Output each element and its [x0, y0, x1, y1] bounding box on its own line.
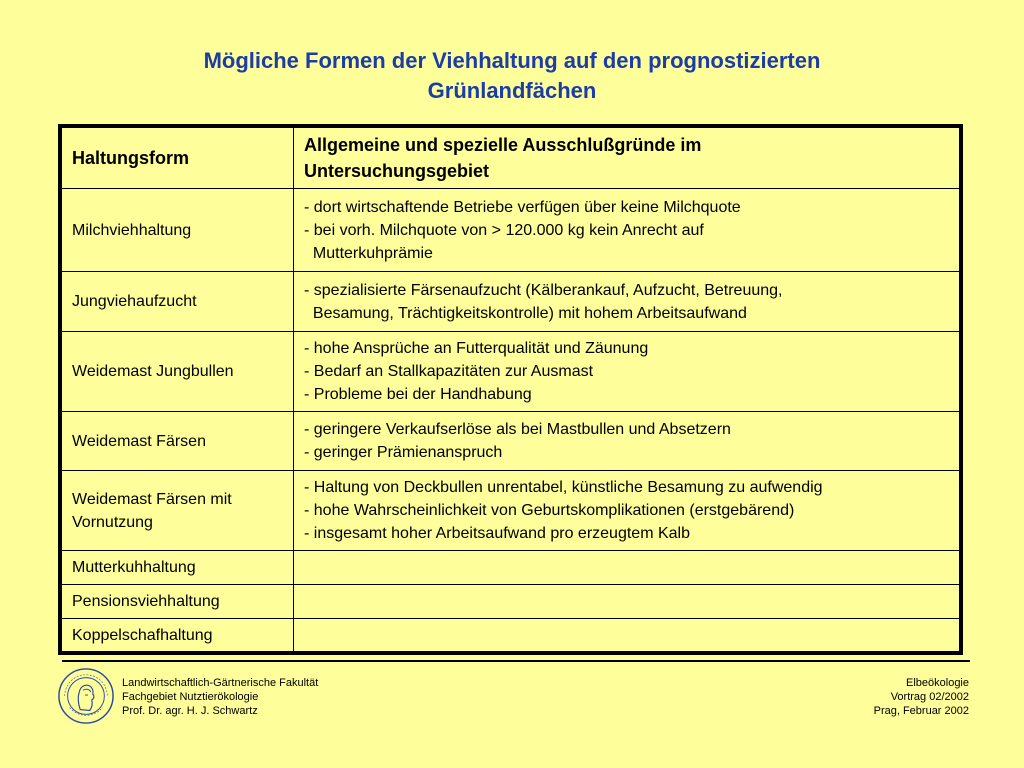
row-form: Weidemast Färsen [62, 412, 294, 471]
livestock-table [58, 124, 963, 655]
row-form: Jungviehaufzucht [62, 272, 294, 332]
footer-event [874, 676, 969, 718]
row-form: Weidemast Jungbullen [62, 332, 294, 412]
row-reasons: - spezialisierte Färsenaufzucht (Kälberankauf, Aufzucht, Betreuung, Besamung, Trächtigkeitskontrolle) mit hohem Arbeitsaufwand [294, 272, 960, 332]
footer-faculty: Landwirtschaftlich-Gärtnerische Fakultät [122, 677, 319, 689]
footer-divider [62, 660, 970, 662]
row-form: Weidemast Färsen mit Vornutzung [62, 471, 294, 551]
row-form: Pensionsviehhaltung [62, 585, 294, 619]
row-reasons [294, 551, 960, 585]
row-reasons: - dort wirtschaftende Betriebe verfügen über keine Milchquote - bei vorh. Milchquote von > 120.000 kg kein Anrecht auf Mutterkuhprämie [294, 189, 960, 272]
table-row [62, 471, 960, 551]
footer-topic: Elbeökologie [906, 677, 969, 689]
table-row [62, 585, 960, 619]
row-reasons: - geringere Verkaufserlöse als bei Mastbullen und Absetzern - geringer Prämienanspruch [294, 412, 960, 471]
footer-professor: Prof. Dr. agr. H. J. Schwartz [122, 705, 258, 717]
row-form: Koppelschafhaltung [62, 619, 294, 652]
row-form: Milchviehhaltung [62, 189, 294, 272]
table-row [62, 412, 960, 471]
row-reasons [294, 585, 960, 619]
header-haltungsform: Haltungsform [62, 128, 294, 189]
table-row [62, 332, 960, 412]
row-reasons: - hohe Ansprüche an Futterqualität und Zäunung - Bedarf an Stallkapazitäten zur Ausmast - Probleme bei der Handhabung [294, 332, 960, 412]
row-reasons: - Haltung von Deckbullen unrentabel, künstliche Besamung zu aufwendig - hohe Wahrscheinlichkeit von Geburtskomplikationen (erstgebärend) - insgesamt hoher Arbeitsaufwand pro erzeugtem Kalb [294, 471, 960, 551]
page-title-line-2: Grünlandfächen [427, 78, 597, 103]
footer-place-date: Prag, Februar 2002 [873, 705, 969, 717]
footer-institution [122, 676, 318, 718]
table-row [62, 619, 960, 652]
row-form: Mutterkuhhaltung [62, 551, 294, 585]
university-seal-icon [57, 667, 115, 725]
header-ausschlussgruende: Allgemeine und spezielle Ausschlußgründe im Untersuchungsgebiet [294, 128, 960, 189]
table-header-row [62, 128, 960, 189]
row-reasons [294, 619, 960, 652]
footer-department: Fachgebiet Nutztierökologie [122, 691, 259, 703]
page-title-line-1: Mögliche Formen der Viehhaltung auf den prognostizierten [203, 48, 821, 73]
table-row [62, 551, 960, 585]
footer-talk: Vortrag 02/2002 [890, 691, 969, 703]
table-row [62, 272, 960, 332]
table-row [62, 189, 960, 272]
page-title [100, 46, 924, 106]
